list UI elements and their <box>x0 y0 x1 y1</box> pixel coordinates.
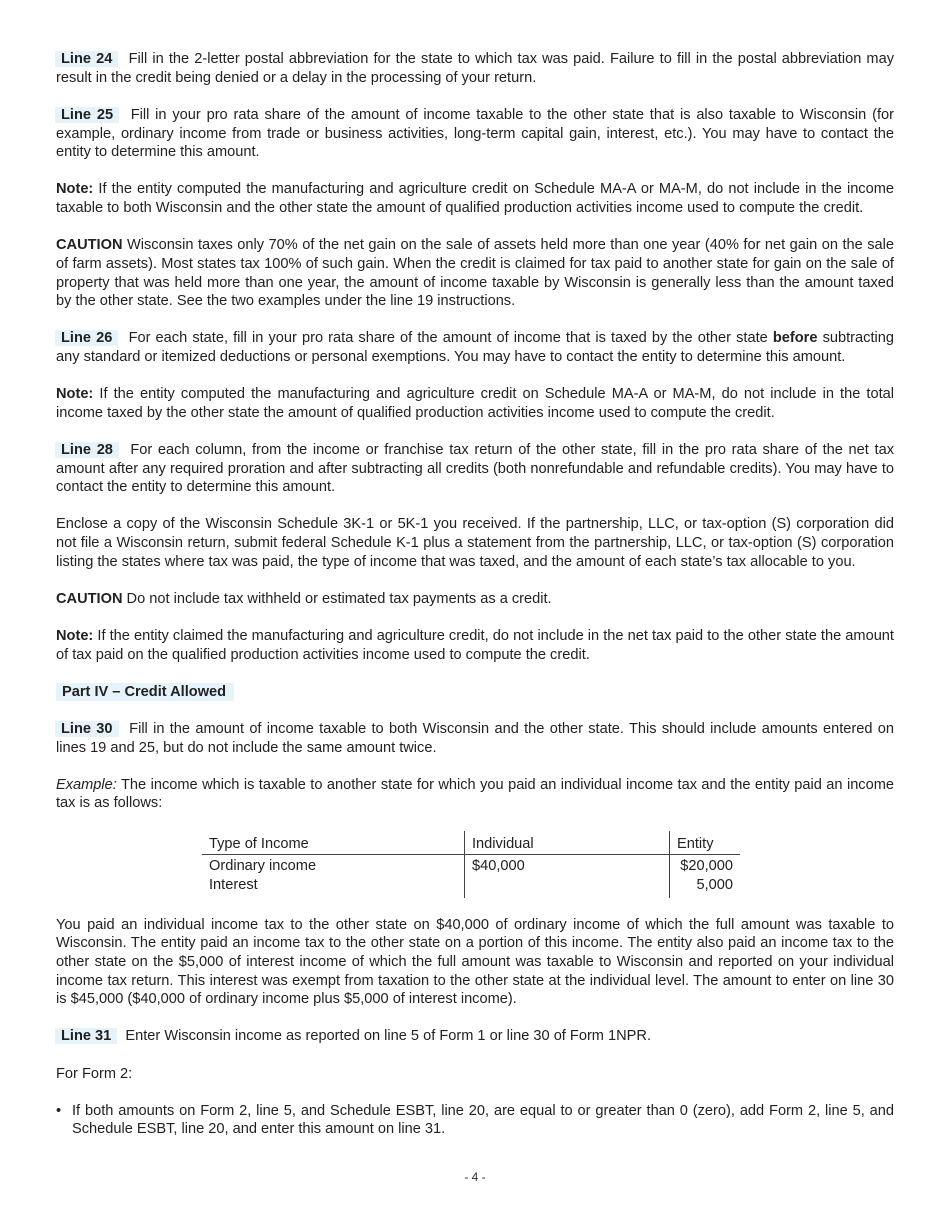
row-interest-type: Interest <box>209 876 258 893</box>
line-28-text: For each column, from the income or franchise tax return of the other state, fill in the pro rata share of the net tax amount after any required proration and after subtracting all credits (both nonrefundable and refundable credits). You may have to contact the entity to determine this amount. <box>56 441 895 496</box>
note-1-label: Note: <box>56 181 94 198</box>
header-individual: Individual <box>465 831 670 854</box>
part-4-heading: Part IV – Credit Allowed <box>56 683 234 702</box>
income-table <box>202 831 740 897</box>
line-25-text: Fill in your pro rata share of the amount of income taxable to the other state that is also taxable to Wisconsin (for example, ordinary income from trade or business activities, long-term capital gain, interest, etc.). You may have to contact the entity to determine this amount. <box>56 106 894 161</box>
note-3-label: Note: <box>56 627 94 644</box>
table-cell-entity <box>670 855 741 898</box>
note-2-text: If the entity computed the manufacturing and agriculture credit on Schedule MA-A or MA-M, do not include in the total income taxed by the other state the amount of qualified production activities income used to compute the credit. <box>56 386 895 421</box>
line-30-paragraph <box>56 720 894 757</box>
line-25-label: Line 25 <box>55 107 119 123</box>
example-label: Example: <box>56 776 117 793</box>
line-31-label: Line 31 <box>55 1028 117 1044</box>
enclose-paragraph: Enclose a copy of the Wisconsin Schedule 3K-1 or 5K-1 you received. If the partnership, LLC, or tax-option (S) corporation did not file a Wisconsin return, submit federal Schedule K-1 plus a statement from the partnership, LLC, or tax-option (S) corporation listing the states where tax was paid, the type of income that was taxed, and the amount of each state’s tax allocable to you. <box>56 516 894 570</box>
note-1-paragraph <box>56 180 894 217</box>
caution-2-text: Do not include tax withheld or estimated tax payments as a credit. <box>126 590 552 607</box>
line-30-text: Fill in the amount of income taxable to both Wisconsin and the other state. This should include amounts entered on lines 19 and 25, but do not include the same amount twice. <box>56 720 895 756</box>
line-24-label: Line 24 <box>55 51 118 67</box>
note-2-label: Note: <box>56 386 94 403</box>
page-number: - 4 - <box>464 1170 486 1184</box>
header-type-of-income: Type of Income <box>202 831 465 854</box>
line-24-text: Fill in the 2-letter postal abbreviation for the state to which tax was paid. Failure to fill in the postal abbreviation may result in the credit being denied or a delay in the processing of your return. <box>56 51 895 86</box>
line-24-paragraph <box>56 50 894 87</box>
line-30-label: Line 30 <box>55 721 119 737</box>
note-2-paragraph <box>56 385 894 422</box>
table-header-row <box>202 831 740 854</box>
line-26-paragraph <box>56 329 894 366</box>
income-table-wrapper <box>202 831 894 897</box>
form-2-bullet-list <box>56 1102 894 1139</box>
line-25-paragraph <box>56 106 894 162</box>
line-26-text-b: subtracting any standard or itemized deductions or personal exemptions. You may have to contact the entity to determine this amount. <box>56 330 894 365</box>
table-cell-type <box>202 855 465 898</box>
caution-1-paragraph <box>56 236 894 311</box>
header-entity: Entity <box>670 831 741 854</box>
example-text: The income which is taxable to another state for which you paid an individual income tax and the entity paid an income tax is as follows: <box>56 776 894 812</box>
line-31-text: Enter Wisconsin income as reported on line 5 of Form 1 or line 30 of Form 1NPR. <box>125 1028 652 1045</box>
note-1-text: If the entity computed the manufacturing and agriculture credit on Schedule MA-A or MA-M, do not include in the income taxable to both Wisconsin and the other state the amount of qualified production activities income used to compute the credit. <box>56 181 894 216</box>
part-4-heading-row <box>56 683 894 702</box>
note-3-paragraph <box>56 627 894 664</box>
bullet-text: If both amounts on Form 2, line 5, and Schedule ESBT, line 20, are equal to or greater than 0 (zero), add Form 2, line 5, and Schedule ESBT, line 20, and enter this amount on line 31. <box>72 1102 894 1138</box>
table-row <box>202 855 740 898</box>
instructions-page <box>56 50 894 1139</box>
row-ordinary-income-type: Ordinary income <box>209 858 317 875</box>
caution-1-text: Wisconsin taxes only 70% of the net gain on the sale of assets held more than one year (40% for net gain on the sale of farm assets). Most states tax 100% of such gain. When the credit is claimed for tax paid to another state for gain on the sale of property that was held more than one year, the amount of income taxable by Wisconsin is generally less than the amount taxed by the other state. See the two examples under the line 19 instructions. <box>56 237 894 310</box>
explanation-paragraph: You paid an individual income tax to the other state on $40,000 of ordinary income of which the full amount was taxable to Wisconsin. The entity paid an income tax to the other state on a portion of this income. The entity also paid an income tax to the other state on the $5,000 of interest income of which the full amount was taxable to Wisconsin and reported on your individual income tax return. This interest was exempt from taxation to the other state at the individual level. The amount to enter on line 30 is $45,000 ($40,000 of ordinary income plus $5,000 of interest income). <box>56 916 894 1008</box>
row-ordinary-income-entity: $20,000 <box>680 858 733 875</box>
line-26-bold: before <box>772 330 818 347</box>
caution-2-label: CAUTION <box>56 590 123 607</box>
line-31-paragraph <box>56 1027 894 1046</box>
list-item <box>56 1102 894 1139</box>
line-26-label: Line 26 <box>55 330 118 346</box>
caution-2-paragraph <box>56 590 894 609</box>
bullet-symbol: • <box>56 1102 62 1119</box>
row-interest-entity: 5,000 <box>696 876 733 893</box>
table-cell-individual <box>465 855 670 898</box>
note-3-text: If the entity claimed the manufacturing and agriculture credit, do not include in the net tax paid to the other state the amount of tax paid on the qualified production activities income used to compute the credit. <box>56 627 894 663</box>
line-26-text-a: For each state, fill in your pro rata share of the amount of income that is taxed by the other state <box>128 330 768 347</box>
line-28-paragraph <box>56 441 894 497</box>
row-ordinary-income-individual: $40,000 <box>472 858 525 875</box>
line-28-label: Line 28 <box>55 442 119 458</box>
caution-1-label: CAUTION <box>56 237 123 254</box>
form-2-paragraph: For Form 2: <box>56 1065 133 1082</box>
example-paragraph <box>56 776 894 813</box>
